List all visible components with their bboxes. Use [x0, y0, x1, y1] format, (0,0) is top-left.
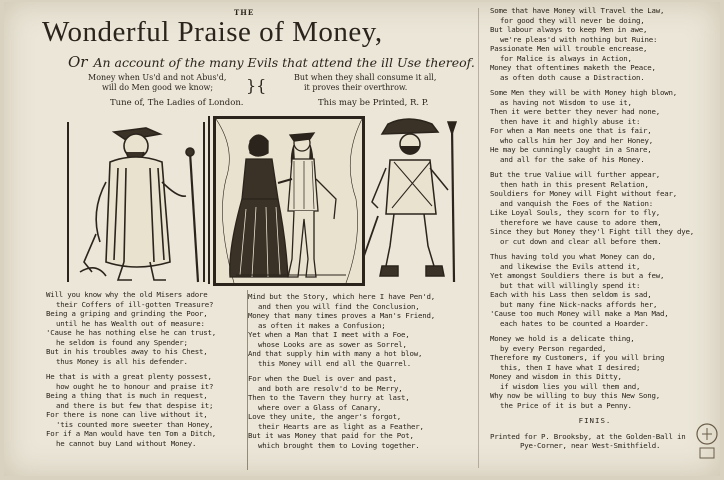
verse-line: this, then I have what I desired; — [500, 362, 641, 372]
verse-line: as often doth cause a Distraction. — [500, 72, 645, 82]
ballad-column-a — [46, 288, 246, 454]
stanza — [248, 292, 468, 368]
verse-line: For if a Man would have ten Tom a Ditch, — [46, 429, 216, 438]
verse-line: But in his troubles away to his Chest, — [46, 347, 208, 356]
finis: FINIS. — [578, 416, 612, 425]
verse-left-line: Money when Us'd and not Abus'd, — [88, 73, 227, 82]
stanza — [248, 374, 468, 450]
verse-left-line: will do Men good we know; — [102, 82, 214, 92]
verse-line: thus Money is all his defender. — [56, 356, 188, 366]
verse-right — [294, 73, 436, 92]
verse-line: as having not Wisdom to use it, — [500, 97, 632, 107]
verse-line: Passionate Men will trouble encrease, — [490, 44, 648, 53]
verse-line: Then it were better they never had none, — [490, 107, 660, 116]
verse-line: Thus having told you what Money can do, — [490, 252, 656, 261]
verse-line: as often it makes a Confusion; — [258, 320, 386, 330]
verse-line: For there is none can live without it, — [46, 410, 208, 419]
verse-line: their Coffers of ill-gotten Treasure? — [56, 299, 214, 309]
verse-line: their Hearts are as light as a Feather, — [258, 421, 424, 431]
verse-line: for Malice is always in Action, — [500, 53, 632, 63]
verse-line: Each with his Lass then seldom is sad, — [490, 290, 652, 299]
verse-line: Therefore my Customers, if you will bring — [490, 353, 665, 362]
stanza — [490, 334, 700, 410]
verse-line: Money that many times proves a Man's Friend, — [248, 311, 435, 320]
verse-line: if wisdom lies you will them and, — [500, 381, 641, 391]
verse-line: the Price of it is but a Penny. — [500, 400, 632, 410]
stanza — [490, 6, 700, 82]
stanza — [46, 372, 246, 448]
subtitle-or: Or — [68, 53, 88, 71]
verse-line: He that is with a great plenty possest, — [46, 372, 212, 381]
verse-line: and both are resolv'd to be Merry, — [258, 383, 403, 393]
verse-line: and there is but few that despise it; — [56, 400, 214, 410]
verse-line: for good they will never be doing, — [500, 15, 645, 25]
verse-line: 'tis counted more sweeter than Honey, — [56, 419, 214, 429]
verse-line: or cut down and clear all before them. — [500, 236, 662, 246]
ballad-column-b — [248, 292, 468, 456]
verse-right-line: it proves their overthrow. — [304, 82, 408, 92]
stanza — [490, 170, 700, 246]
right-column-rule — [478, 8, 479, 468]
verse-line: Yet amongst Souldiers there is but a few, — [490, 271, 665, 280]
verse-line: how ought he to honour and praise it? — [56, 381, 214, 391]
verse-left — [88, 73, 226, 92]
verse-line: this Money will end all the Quarrel. — [258, 358, 411, 368]
verse-line: But it was Money that paid for the Pot, — [248, 431, 414, 440]
verse-line: therefore we have cause to adore them, — [500, 217, 662, 227]
license-line: This may be Printed, R. P. — [318, 98, 429, 108]
woodcut-old-man-with-staff — [66, 112, 206, 284]
verse-right-line: But when they shall consume it all, — [294, 73, 437, 82]
verse-line: For when a Man meets one that is fair, — [490, 126, 652, 135]
woodcut-cavalier-with-staff — [358, 116, 468, 286]
verse-line: which brought them to Loving together. — [258, 440, 420, 450]
verse-line-text: Will you know why the old Misers adore — [46, 290, 208, 299]
verse-line: then hath in this present Relation, — [500, 179, 649, 189]
verse-line: Why now be willing to buy this New Song, — [490, 391, 660, 400]
verse-line: 'Cause he has nothing else he can trust, — [46, 328, 216, 337]
page-title: Wonderful Praise of Money, — [42, 16, 383, 48]
verse-line: Being a griping and grinding the Poor, — [46, 309, 208, 318]
verse-line: who calls him her Joy and her Honey, — [500, 135, 653, 145]
verse-line: but many fine Nick-nacks affords her, — [500, 299, 658, 309]
stanza — [490, 252, 700, 328]
woodcut-divider — [208, 116, 210, 284]
verse-line: Like Loyal Souls, they scorn for to fly, — [490, 208, 660, 217]
subtitle-text: An account of the many Evils that attend the ill Use thereof. — [93, 55, 475, 70]
verse-brace: }{ — [246, 76, 267, 95]
title-the: THE — [234, 8, 255, 17]
verse-line — [46, 288, 246, 300]
verse-line: then have it and highly abuse it: — [500, 116, 641, 126]
verse-line: But the true Valiue will further appear, — [490, 170, 660, 179]
tune-line: Tune of, The Ladies of London. — [110, 98, 244, 108]
verse-line: He may be cunningly caught in a Snare, — [490, 145, 652, 154]
verse-line: Then to the Tavern they hurry at last, — [248, 393, 410, 402]
verse-line: by every Person regarded, — [500, 343, 607, 353]
verse-line: Money and wisdom in this Ditty, — [490, 372, 622, 381]
verse-line: Being a thing that is much in request, — [46, 391, 208, 400]
verse-line: and then you will find the Conclusion, — [258, 301, 420, 311]
verse-line: we're pleas'd with nothing but Ruine: — [500, 34, 658, 44]
verse-line: Since they but Money they'l Fight till they dye, — [490, 227, 694, 236]
verse-line: Money we hold is a delicate thing, — [490, 334, 635, 343]
ballad-column-right — [490, 6, 700, 451]
verse-line: Yet when a Man that I meet with a Foe, — [248, 330, 410, 339]
verse-line: Mind but the Story, which here I have Pen'd, — [248, 292, 435, 301]
verse-line: Souldiers for Money will Fight without fear, — [490, 189, 677, 198]
verse-line: each hates to be counted a Hoarder. — [500, 318, 649, 328]
verse-line: he seldom is found any Spender; — [56, 337, 188, 347]
library-stamp-icon — [694, 422, 720, 462]
verse-line: he cannot buy Land without Money. — [56, 438, 197, 448]
verse-line: Love they unite, the anger's forgot, — [248, 412, 401, 421]
verse-line: and likewise the Evils attend it, — [500, 261, 641, 271]
verse-line: For when the Duel is over and past, — [248, 374, 397, 383]
stanza — [490, 88, 700, 164]
subtitle — [68, 53, 475, 71]
verse-line: where over a Glass of Canary, — [258, 402, 382, 412]
verse-line: But labour always to keep Men in awe, — [490, 25, 648, 34]
imprint-line: Printed for P. Brooksby, at the Golden-Ball in — [490, 431, 686, 441]
verse-line: until he has Wealth out of measure: — [56, 318, 205, 328]
verse-line: Some that have Money will Travel the Law, — [490, 6, 665, 15]
verse-line: and vanquish the Foes of the Nation: — [500, 198, 653, 208]
verse-line: And that supply him with many a hot blow, — [248, 349, 423, 358]
verse-line: but that will willingly spend it: — [500, 280, 641, 290]
verse-line: whose Looks are as sower as Sorrel, — [258, 339, 407, 349]
broadside-sheet — [4, 2, 720, 476]
verse-line: Some Men they will be with Money high blown, — [490, 88, 677, 97]
verse-line: and all for the sake of his Money. — [500, 154, 645, 164]
imprint-line: Pye-Corner, near West-Smithfield. — [520, 441, 661, 450]
verse-line: 'Cause too much Money will make a Man Mad, — [490, 309, 669, 318]
stanza — [46, 288, 246, 366]
left-section — [24, 6, 475, 476]
verse-line: Money that oftentimes maketh the Peace, — [490, 63, 656, 72]
woodcut-couple — [213, 116, 365, 286]
right-section — [490, 6, 700, 476]
